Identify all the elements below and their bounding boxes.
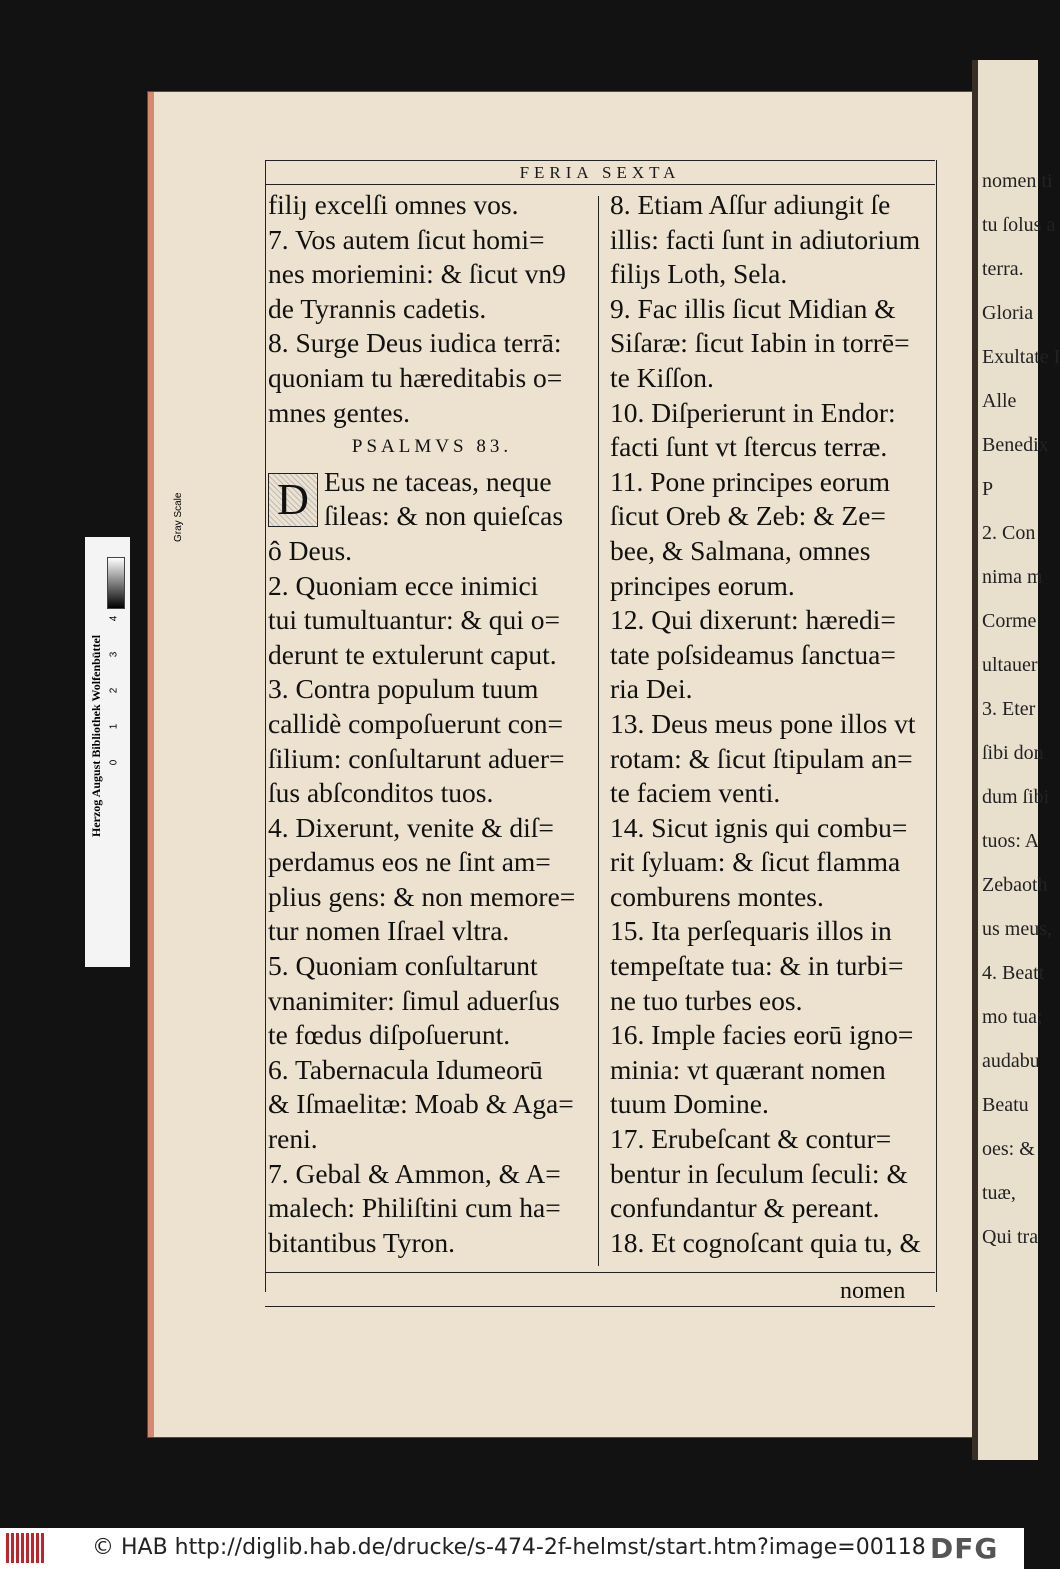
facing-page-fragment: 2. Con [982,522,1036,544]
scale-ruler [85,492,184,967]
facing-page-fragment: Zebaoth [982,874,1048,896]
text-line: filiȷ excelſi omnes vos. [268,189,519,220]
facing-page-fragment: audabu [982,1050,1040,1072]
left-column [268,188,596,1260]
text-line: bee, & Salmana, omnes [610,534,871,566]
text-line: 6. Tabernacula Idumeorū [268,1053,543,1085]
text-line: rotam: & ſicut ſtipulam an= [610,742,913,774]
facing-page-fragment: ultauer [982,654,1038,676]
text-line: 9. Fac illis ſicut Midian & [610,292,896,324]
text-line: bitantibus Tyron. [268,1226,456,1258]
text-line: ria Dei. [610,673,693,705]
text-line: 8. Etiam Aſſur adiungit ſe [610,189,891,220]
ruler-tick-label: 2 [108,687,120,694]
text-line: reni. [268,1123,318,1155]
text-line: tur nomen Iſrael vltra. [268,915,510,947]
facing-page-fragment: Qui tra [982,1226,1039,1248]
facing-page-fragment: oes: & [982,1138,1035,1160]
text-line: te Kiſſon. [610,361,714,393]
text-line: 4. Dixerunt, venite & diſ= [268,811,554,843]
facing-page-fragment: nomen ti [982,170,1053,192]
text-line: 8. Surge Deus iudica terrā: [268,327,562,359]
text-line: filiȷs Loth, Sela. [610,258,788,290]
ruler-institution: Herzog August Bibliothek Wolfenbüttel [89,634,103,837]
running-header: FERIA SEXTA [519,163,681,182]
text-line: plius gens: & non memore= [268,880,576,912]
text-line: ne tuo turbes eos. [610,984,803,1016]
facing-page-fragment: us meus, [982,918,1052,940]
facing-page-fragment: tuos: A [982,830,1040,852]
facing-page-fragment: 3. Eter [982,698,1036,720]
text-line: Eus ne taceas, neque [324,465,552,497]
text-line: derunt te extulerunt caput. [268,638,557,670]
text-line: bentur in ſeculum ſeculi: & [610,1157,908,1189]
facing-page-fragment: ſibi don [982,742,1044,764]
text-line: callidè compoſuerunt con= [268,707,563,739]
ruler-tick-label: 0 [108,759,120,766]
text-line: te faciem venti. [610,777,781,809]
text-line: illis: facti ſunt in adiutorium [610,223,921,255]
text-line: 3. Contra populum tuum [268,673,539,705]
text-line: quoniam tu hæreditabis o= [268,361,563,393]
catchword: nomen [840,1278,906,1304]
text-line: principes eorum. [610,569,795,601]
facing-page-fragment: Benedix [982,434,1049,456]
text-line: & Iſmaelitæ: Moab & Aga= [268,1088,574,1120]
hab-logo-icon [6,1533,46,1563]
facing-page-fragment: terra. [982,258,1024,280]
text-line: rit ſyluam: & ſicut flamma [610,846,901,878]
facing-page-fragment: nima m [982,566,1043,588]
footer-url[interactable]: © HAB http://diglib.hab.de/drucke/s-474-2f-helmst/start.htm?image=00118 [92,1535,926,1560]
facing-page-fragment: mo tua; [982,1006,1043,1028]
text-line: 15. Ita perſequaris illos in [610,915,892,947]
psalm-opening [268,465,596,534]
text-line: malech: Philiſtini cum ha= [268,1192,561,1224]
text-line: ſileas: & non quieſcas [324,500,564,532]
text-line: ſilium: conſultarunt aduer= [268,742,565,774]
facing-page-fragment: P [982,478,994,500]
text-line: tempeſtate tua: & in turbi= [610,950,904,982]
facing-page-fragment: Beatu [982,1094,1029,1116]
text-line: 7. Gebal & Ammon, & A= [268,1157,561,1189]
text-line: ſicut Oreb & Zeb: & Ze= [610,500,886,532]
facing-page-fragment: dum ſibi [982,786,1050,808]
text-line: mnes gentes. [268,396,411,428]
text-line: tui tumultuantur: & qui o= [268,604,561,636]
facing-page-fragment: Exultate I [982,346,1060,368]
facing-page-fragment: Gloria [982,302,1034,324]
text-line: minia: vt quærant nomen [610,1053,886,1085]
footer-bar [0,1528,1024,1569]
text-line: confundantur & pereant. [610,1192,880,1224]
gray-scale-swatch [107,557,125,609]
ruler-tick-label: 4 [108,615,120,622]
psalm-title: PSALMVS 83. [351,436,513,458]
facing-page-fragment: tu ſolus a [982,214,1056,236]
text-line: Siſaræ: ſicut Iabin in torrē= [610,327,910,359]
text-line: 2. Quoniam ecce inimici [268,569,539,601]
text-line: de Tyrannis cadetis. [268,292,487,324]
text-line: 16. Imple facies eorū igno= [610,1019,914,1051]
gray-scale-label: Gray Scale [173,492,184,542]
text-line: ô Deus. [268,534,353,566]
text-line: nes moriemini: & ſicut vn9 [268,258,566,290]
text-line: vnanimiter: ſimul aduerſus [268,984,560,1016]
text-line: 17. Erubeſcant & contur= [610,1123,892,1155]
text-line: 10. Diſperierunt in Endor: [610,396,896,428]
ruler-tick-label: 1 [108,723,120,730]
rule-bottom-2 [265,1306,935,1307]
text-line: perdamus eos ne ſint am= [268,846,551,878]
rule-bottom [265,1272,935,1273]
column-divider [598,196,599,1266]
text-line: 14. Sicut ignis qui combu= [610,811,908,843]
facing-page-fragment: Corme [982,610,1037,632]
text-line: 13. Deus meus pone illos vt [610,707,916,739]
text-line: tuum Domine. [610,1088,769,1120]
text-line: ſus abſconditos tuos. [268,777,494,809]
dfg-logo: DFG [930,1532,999,1565]
drop-cap: D [268,473,318,527]
text-line: facti ſunt vt ſtercus terræ. [610,431,888,463]
text-line: 11. Pone principes eorum [610,465,891,497]
text-line: 5. Quoniam conſultarunt [268,950,538,982]
facing-page-fragment: Alle [982,390,1017,412]
ruler-tick-label: 3 [108,651,120,658]
text-line: 7. Vos autem ſicut homi= [268,223,545,255]
text-line: 18. Et cognoſcant quia tu, & [610,1226,921,1258]
text-line: 12. Qui dixerunt: hæredi= [610,604,896,636]
text-line: tate poſsideamus ſanctua= [610,638,896,670]
facing-page-fragment: tuæ, [982,1182,1016,1204]
text-line: te fœdus diſpoſuerunt. [268,1019,511,1051]
text-line: comburens montes. [610,880,824,912]
facing-page-edge [972,60,1060,1460]
facing-page-fragment: 4. Beatt [982,962,1045,984]
right-column [610,188,932,1260]
